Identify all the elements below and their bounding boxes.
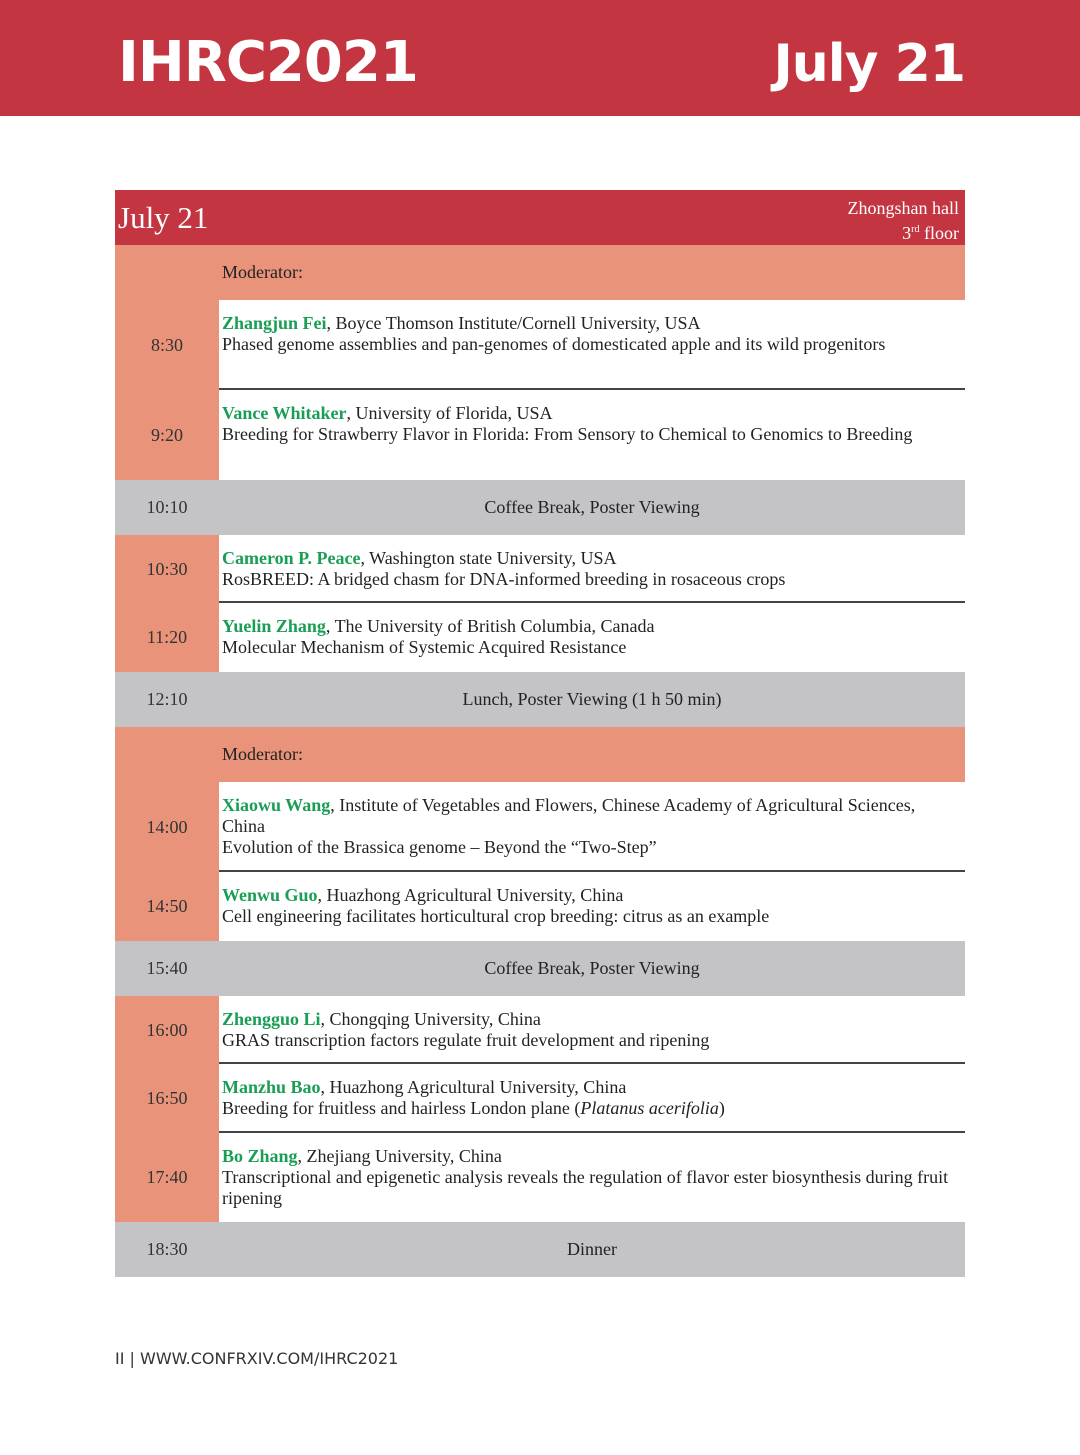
talk-time: 14:50	[115, 872, 219, 941]
break-row	[115, 941, 965, 996]
talk-title: Molecular Mechanism of Systemic Acquired Resistance	[222, 637, 627, 657]
talk-time: 14:00	[115, 782, 219, 872]
speaker-name: Xiaowu Wang	[222, 795, 331, 815]
speaker-name: Zhengguo Li	[222, 1009, 321, 1029]
speaker-affiliation: , University of Florida, USA	[346, 403, 553, 423]
talk-title: Breeding for fruitless and hairless London plane (Platanus acerifolia)	[222, 1098, 725, 1118]
speaker-name: Cameron P. Peace	[222, 548, 361, 568]
talk-title: Evolution of the Brassica genome – Beyond the “Two-Step”	[222, 837, 657, 857]
venue-hall: Zhongshan hall	[847, 198, 959, 218]
moderator-label: Moderator:	[219, 727, 965, 782]
talk-row	[115, 1064, 965, 1133]
talk-time: 9:20	[115, 390, 219, 480]
talk-time: 8:30	[115, 300, 219, 390]
talk-title: RosBREED: A bridged chasm for DNA-informed breeding in rosaceous crops	[222, 569, 786, 589]
venue	[848, 198, 959, 244]
speaker-name: Manzhu Bao	[222, 1077, 321, 1097]
schedule-table	[115, 190, 965, 1277]
moderator-label: Moderator:	[219, 245, 965, 300]
conference-title: IHRC2021	[118, 30, 418, 95]
banner-date: July 21	[773, 34, 965, 94]
talk-row	[115, 782, 965, 872]
moderator-row	[115, 727, 965, 782]
talk-time: 16:00	[115, 996, 219, 1064]
talk-title: Cell engineering facilitates horticultural crop breeding: citrus as an example	[222, 906, 770, 926]
schedule-day: July 21	[118, 200, 209, 235]
speaker-affiliation: , Institute of Vegetables and Flowers, Chinese Academy of Agricultural Sciences, China	[222, 795, 916, 836]
break-row	[115, 672, 965, 727]
speaker-name: Yuelin Zhang	[222, 616, 326, 636]
break-time: 18:30	[115, 1222, 219, 1277]
talk-row	[115, 996, 965, 1064]
talk-title: Phased genome assemblies and pan-genomes of domesticated apple and its wild progenitors	[222, 334, 886, 354]
break-label: Coffee Break, Poster Viewing	[484, 497, 700, 517]
page-footer: II | WWW.CONFRXIV.COM/IHRC2021	[115, 1349, 399, 1368]
break-label: Dinner	[567, 1239, 617, 1259]
speaker-affiliation: , Washington state University, USA	[360, 548, 617, 568]
speaker-name: Wenwu Guo	[222, 885, 318, 905]
speaker-name: Vance Whitaker	[222, 403, 347, 423]
talk-title: Transcriptional and epigenetic analysis reveals the regulation of flavor ester biosynthesis during fruit ripening	[222, 1167, 949, 1208]
break-label: Coffee Break, Poster Viewing	[484, 958, 700, 978]
break-time: 10:10	[115, 480, 219, 535]
break-row	[115, 1222, 965, 1277]
talk-time: 10:30	[115, 535, 219, 603]
talk-row	[115, 872, 965, 941]
talk-title: GRAS transcription factors regulate fruit development and ripening	[222, 1030, 710, 1050]
talk-content	[219, 390, 965, 480]
talk-row	[115, 1133, 965, 1222]
talk-row	[115, 535, 965, 603]
speaker-affiliation: , Chongqing University, China	[320, 1009, 541, 1029]
talk-content	[219, 1133, 965, 1222]
speaker-affiliation: , Huazhong Agricultural University, China	[320, 1077, 627, 1097]
speaker-affiliation: , The University of British Columbia, Canada	[325, 616, 655, 636]
speaker-name: Bo Zhang	[222, 1146, 298, 1166]
talk-content	[219, 300, 965, 390]
talk-content	[219, 996, 965, 1064]
break-time: 15:40	[115, 941, 219, 996]
speaker-name: Zhangjun Fei	[222, 313, 327, 333]
speaker-affiliation: , Huazhong Agricultural University, China	[317, 885, 624, 905]
talk-content	[219, 535, 965, 603]
speaker-affiliation: , Zhejiang University, China	[297, 1146, 502, 1166]
talk-content	[219, 1064, 965, 1133]
speaker-affiliation: , Boyce Thomson Institute/Cornell University, USA	[326, 313, 701, 333]
talk-title: Breeding for Strawberry Flavor in Florida: From Sensory to Chemical to Genomics to Breeding	[222, 424, 913, 444]
talk-row	[115, 390, 965, 480]
moderator-row	[115, 245, 965, 300]
talk-content	[219, 872, 965, 941]
break-row	[115, 480, 965, 535]
break-time: 12:10	[115, 672, 219, 727]
venue-floor: 3rd floor	[902, 223, 959, 243]
talk-time: 16:50	[115, 1064, 219, 1133]
talk-time: 11:20	[115, 603, 219, 672]
talk-time: 17:40	[115, 1133, 219, 1222]
top-banner	[0, 0, 1080, 116]
talk-content	[219, 603, 965, 672]
schedule-header	[115, 190, 965, 245]
talk-row	[115, 603, 965, 672]
break-label: Lunch, Poster Viewing (1 h 50 min)	[462, 689, 722, 709]
talk-content	[219, 782, 965, 872]
talk-row	[115, 300, 965, 390]
